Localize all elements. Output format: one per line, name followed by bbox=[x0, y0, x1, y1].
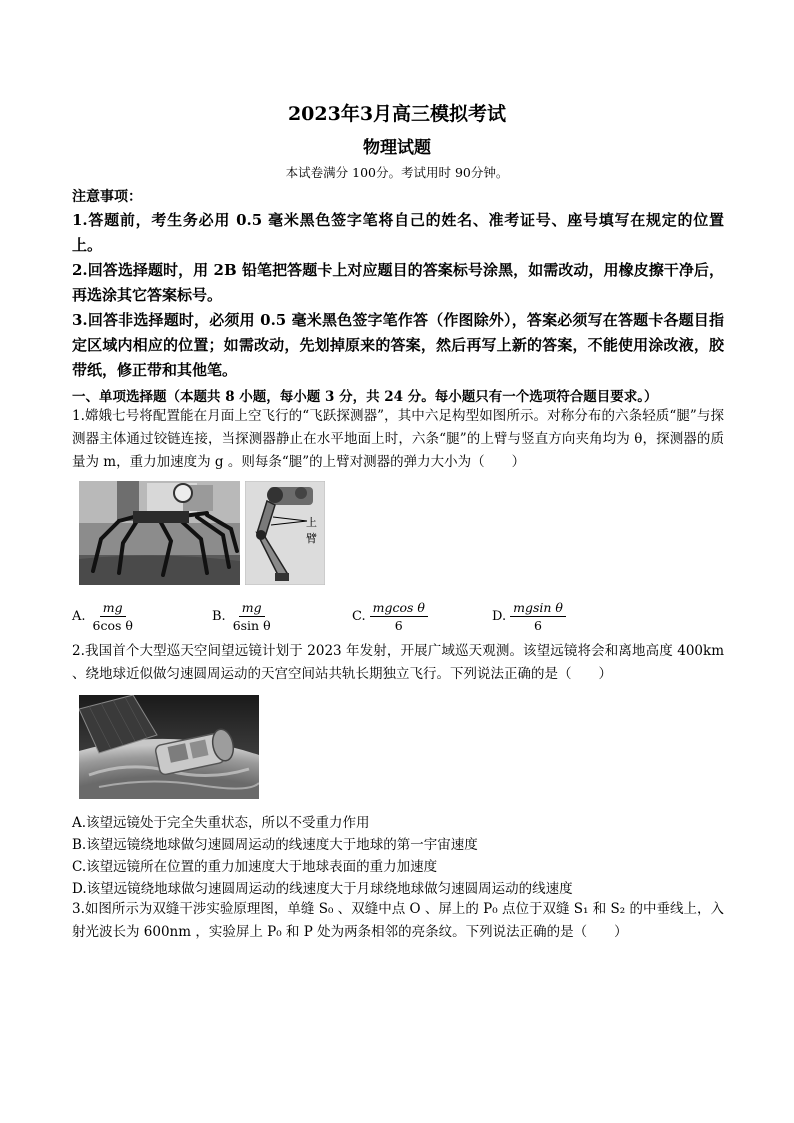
option-numerator: mg bbox=[100, 600, 126, 617]
exam-info: 本试卷满分 100分。考试用时 90分钟。 bbox=[285, 165, 509, 180]
upper-arm-label: 上臂 bbox=[306, 516, 317, 545]
exam-title: 2023年3月高三模拟考试 bbox=[287, 103, 507, 125]
notice-item-2: 2.回答选择题时，用 2B 铅笔把答题卡上对应题目的答案标号涂黑，如需改动，用橡皮擦干净后，再选涂其它答案标号。 bbox=[72, 261, 724, 304]
option-numerator: mgcos θ bbox=[370, 600, 428, 617]
question-1-option-d[interactable] bbox=[492, 600, 566, 633]
question-1-option-a[interactable] bbox=[72, 600, 136, 633]
option-denominator: 6sin θ bbox=[232, 618, 271, 633]
upper-arm-figure bbox=[245, 481, 325, 585]
question-2-option-c[interactable]: C.该望远镜所在位置的重力加速度大于地球表面的重力加速度 bbox=[72, 859, 438, 875]
notice-item-3: 3.回答非选择题时，必须用 0.5 毫米黑色签字笔作答（作图除外），答案必须写在答题卡各题目指定区域内相应的位置；如需改动，先划掉原来的答案，然后再写上新的答案，不能使用涂改液，胶带纸，修正带和其他笔。 bbox=[72, 311, 724, 379]
option-letter: B. bbox=[212, 609, 226, 624]
option-numerator: mgsin θ bbox=[510, 600, 566, 617]
option-letter: C. bbox=[352, 609, 366, 624]
section-heading: 一、单项选择题（本题共 8 小题，每小题 3 分，共 24 分。每小题只有一个选项符合题目要求。） bbox=[72, 389, 658, 405]
option-letter: A. bbox=[72, 609, 86, 624]
question-2-option-b[interactable]: B.该望远镜绕地球做匀速圆周运动的线速度大于地球的第一宇宙速度 bbox=[72, 837, 478, 853]
question-2-stem: 2.我国首个大型巡天空间望远镜计划于 2023 年发射，开展广域巡天观测。该望远镜将会和离地高度 400km 、绕地球近似做匀速圆周运动的天宫空间站共轨长期独立飞行。下列说法正确的是（ ） bbox=[72, 643, 724, 682]
option-letter: D. bbox=[492, 609, 507, 624]
question-1-option-b[interactable] bbox=[212, 600, 274, 633]
hexapod-lander-photo bbox=[79, 481, 240, 585]
question-1-stem: 1.嫦娥七号将配置能在月面上空飞行的“飞跃探测器”，其中六足构型如图所示。对称分布的六条轻质“腿”与探测器主体通过铰链连接，当探测器静止在水平地面上时，六条“腿”的上臂与竖直方向夹角均为 θ，探测器的质量为 m，重力加速度为 g 。则每条“腿”的上臂对测器的弹力大小为（ ） bbox=[72, 408, 724, 470]
option-denominator: 6cos θ bbox=[92, 618, 133, 633]
question-1-option-c[interactable] bbox=[352, 600, 428, 633]
option-denominator: 6 bbox=[534, 618, 542, 633]
option-denominator: 6 bbox=[394, 618, 403, 633]
notice-heading: 注意事项： bbox=[72, 189, 142, 205]
question-2-option-a[interactable]: A.该望远镜处于完全失重状态，所以不受重力作用 bbox=[72, 815, 370, 831]
question-3-stem: 3.如图所示为双缝干涉实验原理图，单缝 S₀ 、双缝中点 O 、屏上的 P₀ 点位于双缝 S₁ 和 S₂ 的中垂线上，入射光波长为 600nm ，实验屏上 P₀ 和 P 处为两条相邻的亮条纹。下列说法正确的是（ ） bbox=[72, 901, 724, 940]
notice-item-1: 1.答题前，考生务必用 0.5 毫米黑色签字笔将自己的姓名、准考证号、座号填写在规定的位置上。 bbox=[72, 211, 724, 254]
option-numerator: mg bbox=[239, 600, 265, 617]
subject-title: 物理试题 bbox=[363, 138, 431, 158]
question-2-option-d[interactable]: D.该望远镜绕地球做匀速圆周运动的线速度大于月球绕地球做匀速圆周运动的线速度 bbox=[72, 881, 573, 897]
space-telescope-photo bbox=[79, 695, 259, 799]
